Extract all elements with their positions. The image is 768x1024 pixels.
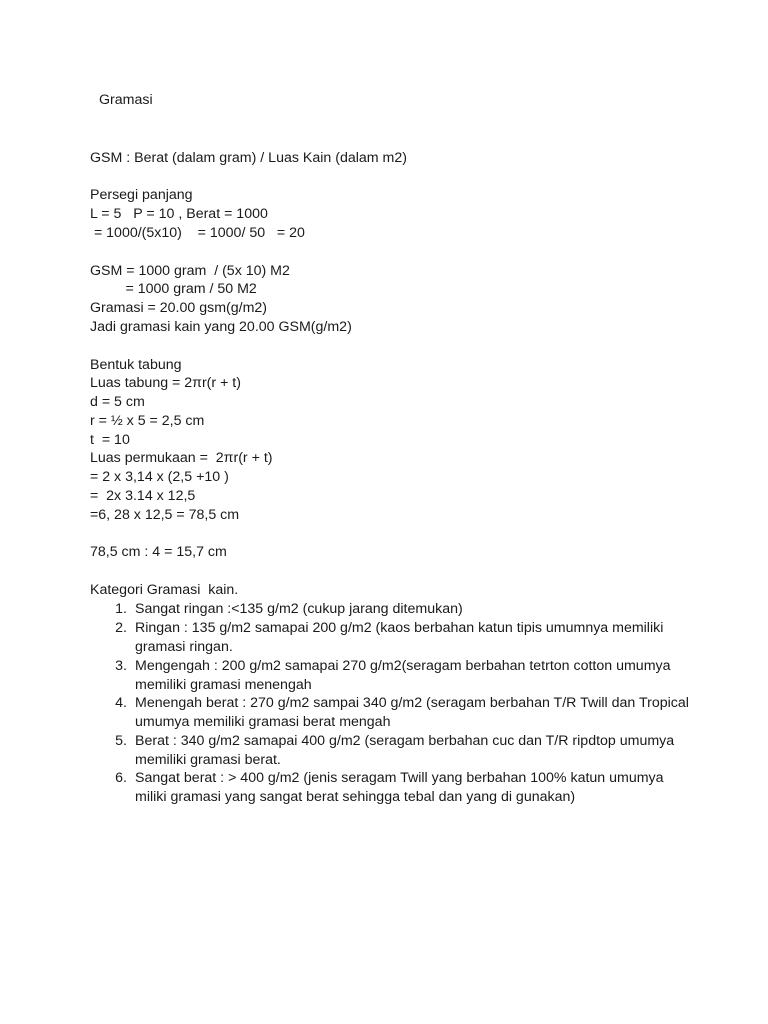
list-item-number: 5. [115,733,127,749]
gsm-line-3: Gramasi = 20.00 gsm(g/m2) [90,300,268,316]
division-result: 78,5 cm : 4 = 15,7 cm [90,544,227,560]
gsm-line-1: GSM = 1000 gram / (5x 10) M2 [90,263,290,279]
tube-line-7: = 2x 3.14 x 12,5 [90,488,196,504]
rect-heading: Persegi panjang [90,187,193,203]
tube-line-2: d = 5 cm [90,394,145,410]
list-item-number: 1. [115,601,127,617]
list-item: Ringan : 135 g/m2 samapai 200 g/m2 (kaos berbahan katun tipis umumnya memiliki gramasi ringan. [135,620,664,655]
tube-heading: Bentuk tabung [90,357,182,373]
document-title: Gramasi [99,92,153,108]
rect-dimensions: L = 5 P = 10 , Berat = 1000 [90,206,268,222]
list-item-number: 3. [115,658,127,674]
list-item-number: 2. [115,620,127,636]
tube-line-3: r = ½ x 5 = 2,5 cm [90,413,205,429]
gsm-formula: GSM : Berat (dalam gram) / Luas Kain (dalam m2) [90,150,407,166]
list-item-number: 4. [115,695,127,711]
gsm-conclusion: Jadi gramasi kain yang 20.00 GSM(g/m2) [90,319,352,335]
rect-calculation: = 1000/(5x10) = 1000/ 50 = 20 [90,225,305,241]
list-item: Mengengah : 200 g/m2 samapai 270 g/m2(seragam berbahan tetrton cotton umumya memiliki gramasi menengah [135,658,671,693]
tube-line-6: = 2 x 3,14 x (2,5 +10 ) [90,469,229,485]
list-item-number: 6. [115,770,127,786]
tube-line-1: Luas tabung = 2πr(r + t) [90,375,241,391]
list-item: Sangat berat : > 400 g/m2 (jenis seragam Twill yang berbahan 100% katun umumya miliki gramasi yang sangat berat sehingga tebal dan yang di gunakan) [135,770,664,805]
gsm-line-2: = 1000 gram / 50 M2 [90,281,257,297]
tube-line-8: =6, 28 x 12,5 = 78,5 cm [90,507,240,523]
tube-line-4: t = 10 [90,432,130,448]
tube-line-5: Luas permukaan = 2πr(r + t) [90,450,273,466]
categories-heading: Kategori Gramasi kain. [90,582,239,598]
list-item: Sangat ringan :<135 g/m2 (cukup jarang ditemukan) [135,601,463,617]
list-item: Berat : 340 g/m2 samapai 400 g/m2 (seragam berbahan cuc dan T/R ripdtop umumya memiliki gramasi berat. [135,733,675,768]
list-item: Menengah berat : 270 g/m2 sampai 340 g/m2 (seragam berbahan T/R Twill dan Tropical umumya memiliki gramasi berat mengah [135,695,689,730]
